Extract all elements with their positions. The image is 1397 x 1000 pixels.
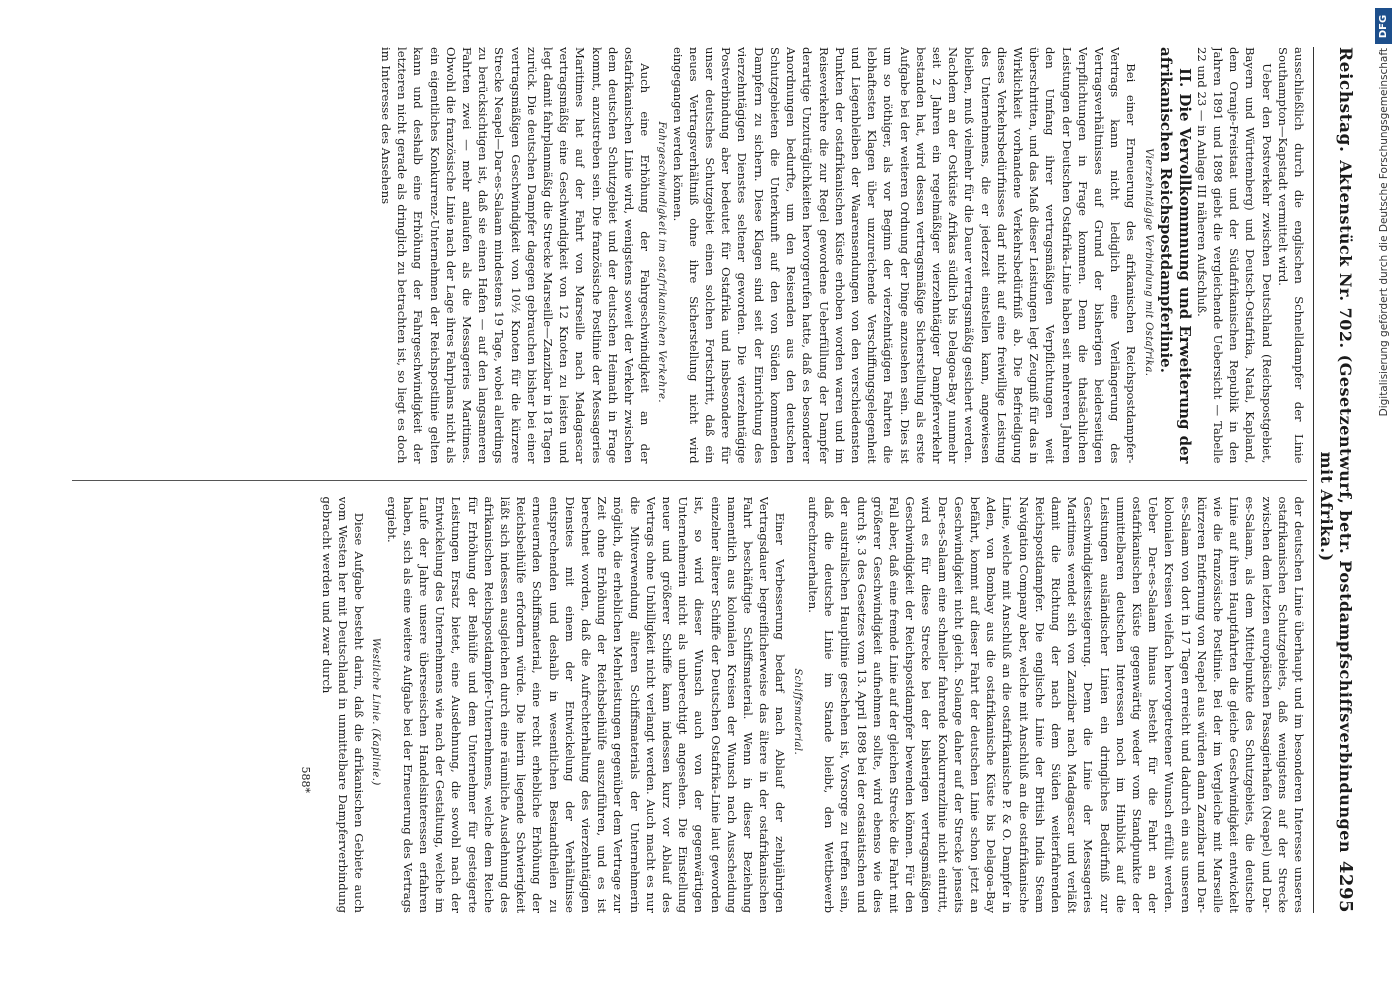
subheading: Vierzehntägige Verbindung mit Ostafrika.: [1142, 148, 1154, 377]
subheading: Schiffsmaterial.: [791, 668, 803, 756]
paragraph: Ueber den Postverkehr zwischen Deutschland (Reichspostgebiet, Bayern und Württemberg) und Deutsch-Ostafrika, Natal, Kapland, dem Oranje-Freistaat und der Südafrikanischen Republik in den Jahren 1891 und 1898 giebt die vergleichende Uebersicht — Tabelle 22 und 23 — in Anlage III näheren Aufschluß.: [1194, 47, 1274, 464]
column-divider: [72, 480, 1307, 481]
page-number: 4295: [1335, 860, 1356, 913]
running-head: [1313, 47, 1356, 913]
header-left: Reichstag.: [1335, 47, 1355, 153]
dfg-logo: DFG: [1375, 8, 1392, 44]
right-column: [72, 497, 1307, 914]
document-page: [70, 25, 1370, 935]
paragraph: Auch eine Erhöhung der Fahrgeschwindigkeit an der ostafrikanischen Linie wird, wenigstens soweit der Verkehr zwischen dem deutschen Schutzgebiet und der deutschen Heimath in Frage kommt, anzustreben sein. Die französische Postlinie der Messageries Maritimes hat auf der Fahrt von Marseille nach Madagascar vertragsmäßig eine Geschwindigkeit von 12 Knoten zu leisten und legt damit fahrplanmäßig die Strecke Marseille—Zanzibar in 18 Tagen zurück. Die deutschen Dampfer dagegen gebrauchen bisher bei einer vertragsmäßigen Geschwindigkeit von 10½ Knoten für die kürzere Strecke Neapel—Dar-es-Salaam mindestens 19 Tage, wobei allerdings zu berücksichtigen ist, daß sie einen Hafen — auf den langsameren Fahrten zwei — mehr anlaufen als die Messageries Maritimes. Obwohl die französische Linie nach der Lage ihres Fahrplans nicht als ein eigentliches Konkurrenz-Unternehmen der Reichspostlinie gelten kann und deshalb eine Erhöhung der Fahrgeschwindigkeit der letzteren nicht gerade als dringlich zu betrachten ist, so liegt es doch im Interesse des Ansehens: [379, 47, 653, 464]
paragraph: der deutschen Linie überhaupt und im besonderen Interesse unseres ostafrikanischen Schutzgebiets, daß wenigstens auf der Strecke zwischen dem letzten europäischen Passagierhafen (Neapel) und Dar-es-Salaam, als dem Mittelpunkte des Schutzgebiets, die deutsche Linie auf ihren Hauptfahrten die gleiche Geschwindigkeit entwickelt wie die französische Postlinie. Bei der im Vergleiche mit Marseille kürzeren Entfernung von Neapel aus würden dann Zanzibar und Dar-es-Salaam von dort in 17 Tagen erreicht und dadurch ein aus unseren kolonialen Kreisen vielfach hervorgetretener Wunsch erfüllt werden. Ueber Dar-es-Salaam hinaus besteht für die Fahrt an der ostafrikanischen Küste gegenwärtig weder vom Standpunkte der unmittelbaren deutschen Interessen noch im Hinblick auf die Leistungen ausländischer Linien ein dringliches Bedürfniß zur Geschwindigkeitssteigerung. Denn die Linie der Messageries Maritimes wendet sich von Zanzibar nach Madagascar und verläßt damit die Richtung der nach dem Süden weiterfahrenden Reichspostdampfer. Die englische Linie der British India Steam Navigation Company aber, welche mit Anschluß an die ostafrikanische Linie, welche mit Anschluß an die ostafrikanische P. & O. Dampfer in Aden, von Bombay aus die ostafrikanische Küste bis Delagoa-Bay befährt, kommt auf dieser Fahrt der deutschen Linie schon jetzt an Geschwindigkeit nicht gleich. Solange daher auf der Strecke jenseits Dar-es-Salaam eine schneller fahrende Konkurrenzlinie nicht eintritt, wird es für diese Strecke bei der bisherigen vertragsmäßigen Geschwindigkeit der Reichspostdampfer bewenden können. Für den Fall aber, daß eine fremde Linie auf der gleichen Strecke die Fahrt mit größerer Geschwindigkeit aufnehmen sollte, wird ebenso wie dies durch §. 3 des Gesetzes vom 13. April 1898 bei der ostasiatischen und der australischen Hauptlinie geschehen ist, Vorsorge zu treffen sein, daß die deutsche Linie im Stande bleibt, den Wettbewerb aufrechtzuerhalten.: [805, 496, 1306, 913]
paragraph: Diese Aufgabe besteht darin, daß die afrikanischen Gebiete auch vom Westen her mit Deutschland in unmittelbare Dampferverbindung gebracht werden und zwar durch: [319, 496, 367, 913]
digitization-margin: [1369, 0, 1397, 1000]
funding-note: Digitalisierung gefördert durch die Deutsche Forschungsgemeinschaft: [1378, 48, 1390, 417]
scanned-page-viewport: [70, 25, 1370, 935]
subheading: Westliche Linie. (Kaplinie.): [370, 637, 382, 786]
paragraph: Einer Verbesserung bedarf nach Ablauf der zehnjährigen Vertragsdauer begreiflicherweise das ältere in der ostafrikanischen Fahrt beschäftigte Schiffsmaterial. Wenn in dieser Beziehung namentlich aus kolonialen Kreisen der Wunsch nach Ausscheidung einzelner älterer Schiffe der Deutschen Ostafrika-Linie laut geworden ist, so wird dieser Wunsch auch von der gegenwärtigen Unternehmerin nicht als unberechtigt angesehen. Die Einstellung neuer und größerer Schiffe kann indessen kurz vor Ablauf des Vertrags ohne Unbilligkeit nicht verlangt werden. Auch macht es nur die Mitverwendung älteren Schiffsmaterials der Unternehmerin möglich, die erheblichen Mehrleistungen gegenüber dem Vertrage zur Zeit ohne Erhöhung der Reichsbeihülfe auszuführen, und es ist berechnet worden, daß die Aufrechterhaltung des vierzehntägigen Dienstes mit einem der Entwickelung der Verhältnisse entsprechenden und deshalb in wesentlichen Bestandtheilen zu erneuernden Schiffsmaterial, eine recht erhebliche Erhöhung der Reichsbeihülfe erfordern würde. Die hierin liegende Schwierigkeit läßt sich indessen ausgleichen durch eine räumliche Ausdehnung des afrikanischen Reichspostdampfer-Unternehmens, welche dem Reiche für Erhöhung der Beihülfe und dem Unternehmer für gesteigerte Leistungen Ersatz bietet, eine Ausdehnung, die sowohl nach der Entwickelung des Unternehmens wie nach der Gestaltung, welche im Laufe der Jahre unsere überseeischen Handelsinteressen erfahren haben, sich als eine weitere Aufgabe bei der Erneuerung des Vertrags ergiebt.: [384, 496, 788, 913]
section-title: II. Die Vervollkommnung und Erweiterung der afrikanischen Reichspostdampferlinie.: [1156, 47, 1194, 464]
subheading: Fahrgeschwindigkeit im ostafrikanischen Verkehre.: [656, 121, 668, 403]
header-title: Aktenstück Nr. 702. (Gesetzentwurf, betr. Postdampfschiffsverbindungen mit Afrika.): [1317, 160, 1355, 853]
paragraph: Bei einer Erneuerung des afrikanischen Reichspostdampfer-Vertrags kann nicht lediglich eine Verlängerung des Vertragsverhältnisses auf Grund der bisherigen beiderseitigen Verpflichtungen in Frage kommen. Denn die thatsächlichen Leistungen der Deutschen Ostafrika-Linie haben seit mehreren Jahren den Umfang ihrer vertragsmäßigen Verpflichtungen weit überschritten, und das Maß dieser Leistungen legt Zeugniß für das in Wirklichkeit vorhandene Verkehrsbedürfniß ab. Die Befriedigung dieses Verkehrsbedürfnisses darf nicht auf eine freiwillige Leistung des Unternehmens, die er jederzeit einstellen kann, angewiesen bleiben, muß vielmehr für die Dauer vertragsmäßig gesichert werden. Nachdem an der Ostküste Afrikas südlich bis Delagoa-Bay nunmehr seit 2 Jahren ein regelmäßiger vierzehntägiger Dampferverkehr bestanden hat, wird dessen vertragsmäßige Sicherstellung als erste Aufgabe bei der weiteren Ordnung der Dinge anzusehen sein. Dies ist um so nöthiger, als vor Beginn der vierzehntägigen Fahrten die lebhaftesten Klagen über unzureichende Verschiffungsgelegenheit und Liegenbleiben der Waarensendungen von den verschiedensten Punkten der ostafrikanischen Küste erhoben worden waren und im Reiseverkehre die zur Regel gewordene Ueberfüllung der Dampfer derartige Unzuträglichkeiten hervorgerufen hatte, daß es besonderer Anordnungen bedurfte, um den Reisenden aus den deutschen Schutzgebieten die Unterkunft auf den von Süden kommenden Dampfern zu sichern. Diese Klagen sind seit der Einrichtung des vierzehntägigen Dienstes seltener geworden. Die vierzehntägige Postverbindung aber bedeutet für Ostafrika und insbesondere für unser deutsches Schutzgebiet einen solchen Fortschritt, daß ein neues Vertragsverhältniß ohne ihre Sicherstellung nicht wird eingegangen werden können.: [670, 47, 1139, 464]
signature-marker: 588*: [298, 766, 312, 793]
left-column: [72, 47, 1307, 464]
text-columns: [72, 47, 1307, 913]
paragraph: ausschließlich durch die englischen Schnelldampfer der Linie Southampton—Kapstadt vermittelt wird.: [1275, 47, 1306, 464]
